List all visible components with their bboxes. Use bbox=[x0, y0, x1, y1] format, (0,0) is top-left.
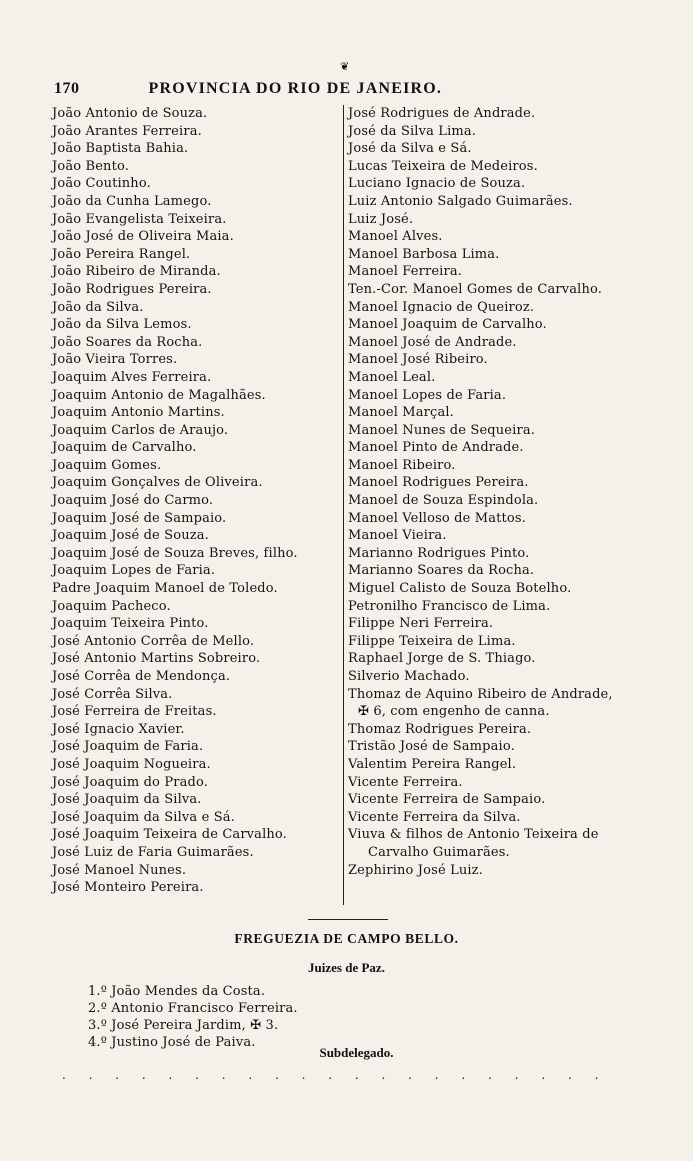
list-item: João Antonio de Souza. bbox=[52, 106, 208, 121]
list-item: José Ferreira de Freitas. bbox=[52, 704, 217, 720]
list-item: Vicente Ferreira. bbox=[348, 774, 463, 790]
list-item: José Rodrigues de Andrade. bbox=[348, 106, 536, 121]
list-item: Ten.-Cor. Manoel Gomes de Carvalho. bbox=[348, 281, 603, 297]
list-item: Manoel José Ribeiro. bbox=[348, 352, 488, 368]
list-item: Joaquim José de Souza Breves, filho. bbox=[52, 545, 298, 561]
list-item: João Ribeiro de Miranda. bbox=[52, 264, 221, 280]
list-item: José Manoel Nunes. bbox=[52, 862, 187, 878]
list-item: Joaquim Antonio de Magalhães. bbox=[52, 387, 266, 403]
list-item: João Baptista Bahia. bbox=[52, 141, 189, 157]
list-item: Manoel Ribeiro. bbox=[348, 457, 456, 473]
list-item: Joaquim Gonçalves de Oliveira. bbox=[52, 475, 263, 491]
list-item: João Vieira Torres. bbox=[52, 352, 178, 368]
list-item: Silverio Machado. bbox=[348, 669, 470, 684]
list-item: Manoel Ignacio de Queiroz. bbox=[348, 299, 535, 315]
list-item: Joaquim Antonio Martins. bbox=[52, 405, 225, 421]
list-item: 2.º Antonio Francisco Ferreira. bbox=[88, 1001, 298, 1016]
list-item: Manoel Barbosa Lima. bbox=[348, 246, 500, 262]
list-item: José Antonio Martins Sobreiro. bbox=[52, 651, 261, 667]
list-item: João da Silva Lemos. bbox=[52, 317, 192, 333]
list-item: Manoel Velloso de Mattos. bbox=[348, 510, 526, 526]
list-item: Tristão José de Sampaio. bbox=[348, 739, 515, 755]
list-item: Joaquim Alves Ferreira. bbox=[52, 369, 212, 385]
list-item: José da Silva Lima. bbox=[348, 123, 477, 139]
left-name-column bbox=[52, 105, 334, 897]
list-item: João Pereira Rangel. bbox=[52, 246, 191, 262]
list-item: João Coutinho. bbox=[52, 176, 151, 192]
list-item: Raphael Jorge de S. Thiago. bbox=[348, 651, 536, 667]
list-item: Joaquim José de Souza. bbox=[52, 528, 209, 544]
list-item: José Monteiro Pereira. bbox=[52, 880, 204, 896]
list-item: Vicente Ferreira de Sampaio. bbox=[348, 792, 546, 808]
list-item: Filippe Neri Ferreira. bbox=[348, 616, 494, 632]
list-item: Joaquim Lopes de Faria. bbox=[52, 563, 216, 579]
list-item: Luiz José. bbox=[348, 211, 414, 227]
list-item: João Soares da Rocha. bbox=[52, 334, 203, 350]
subdelegado-heading: Subdelegado. bbox=[319, 1045, 394, 1060]
list-item: José Luiz de Faria Guimarães. bbox=[52, 844, 254, 860]
list-item: Zephirino José Luiz. bbox=[348, 862, 483, 878]
list-item: João José de Oliveira Maia. bbox=[52, 229, 234, 245]
list-item: José Joaquim do Prado. bbox=[52, 774, 208, 790]
list-item: Luiz Antonio Salgado Guimarães. bbox=[348, 193, 573, 209]
page-header bbox=[54, 80, 524, 98]
list-item: 3.º José Pereira Jardim, ✠ 3. bbox=[88, 1018, 279, 1033]
list-item: Manoel Nunes de Sequeira. bbox=[348, 422, 536, 438]
list-item: João Rodrigues Pereira. bbox=[52, 281, 212, 297]
list-item: Joaquim Pacheco. bbox=[52, 598, 171, 614]
list-item: Manoel de Souza Espindola. bbox=[348, 493, 539, 509]
list-item: Joaquim José de Sampaio. bbox=[52, 510, 227, 526]
list-item: José Joaquim Teixeira de Carvalho. bbox=[52, 827, 287, 843]
list-item: Thomaz de Aquino Ribeiro de Andrade, bbox=[348, 686, 613, 702]
list-item: José Joaquim Nogueira. bbox=[52, 756, 211, 772]
list-item: 1.º João Mendes da Costa. bbox=[88, 984, 266, 999]
list-item: Viuva & filhos de Antonio Teixeira de bbox=[348, 827, 599, 843]
list-item: João Evangelista Teixeira. bbox=[52, 211, 227, 227]
list-item: Manoel Rodrigues Pereira. bbox=[348, 475, 529, 491]
dotted-leader: . . . . . . . . . . . . . . . . . . . . . bbox=[62, 1068, 608, 1082]
list-item: José Ignacio Xavier. bbox=[52, 721, 185, 737]
running-title: PROVINCIA DO RIO DE JANEIRO. bbox=[148, 80, 443, 97]
list-item: Joaquim Carlos de Araujo. bbox=[52, 422, 229, 438]
list-item: Manoel Joaquim de Carvalho. bbox=[348, 317, 547, 333]
juizes-list bbox=[88, 983, 298, 1051]
list-item: Miguel Calisto de Souza Botelho. bbox=[348, 581, 572, 597]
list-item: Joaquim Gomes. bbox=[52, 457, 162, 473]
list-item: Valentim Pereira Rangel. bbox=[348, 756, 517, 772]
juizes-heading: Juizes de Paz. bbox=[308, 960, 385, 975]
list-item: Joaquim Teixeira Pinto. bbox=[52, 616, 209, 632]
list-item: Joaquim José do Carmo. bbox=[52, 493, 214, 509]
list-item: Manoel Vieira. bbox=[348, 528, 447, 544]
list-item: Manoel Pinto de Andrade. bbox=[348, 440, 524, 456]
list-item: João da Silva. bbox=[52, 299, 144, 315]
list-item: José Joaquim da Silva. bbox=[52, 792, 202, 808]
list-item-continuation: ✠ 6, com engenho de canna. bbox=[358, 704, 550, 720]
list-item: Petronilho Francisco de Lima. bbox=[348, 598, 551, 614]
list-item: José Corrêa de Mendonça. bbox=[52, 669, 231, 684]
list-item: Manoel Marçal. bbox=[348, 405, 454, 421]
list-item: Luciano Ignacio de Souza. bbox=[348, 176, 526, 192]
section-title: FREGUEZIA DE CAMPO BELLO. bbox=[234, 931, 459, 946]
list-item-continuation: Carvalho Guimarães. bbox=[368, 844, 510, 860]
list-item: 4.º Justino José de Paiva. bbox=[88, 1035, 256, 1050]
page-number: 170 bbox=[54, 80, 80, 97]
list-item: Joaquim de Carvalho. bbox=[52, 440, 197, 456]
list-item: Padre Joaquim Manoel de Toledo. bbox=[52, 581, 278, 597]
list-item: João Bento. bbox=[52, 158, 129, 174]
list-item: Marianno Soares da Rocha. bbox=[348, 563, 535, 579]
section-divider bbox=[308, 919, 388, 920]
list-item: José Joaquim da Silva e Sá. bbox=[52, 809, 235, 825]
list-item: Manoel José de Andrade. bbox=[348, 334, 517, 350]
list-item: Manoel Leal. bbox=[348, 369, 436, 385]
list-item: Lucas Teixeira de Medeiros. bbox=[348, 158, 538, 174]
list-item: Marianno Rodrigues Pinto. bbox=[348, 545, 530, 561]
list-item: Manoel Alves. bbox=[348, 229, 443, 245]
list-item: Vicente Ferreira da Silva. bbox=[348, 809, 521, 825]
list-item: Filippe Teixeira de Lima. bbox=[348, 633, 516, 649]
list-item: João da Cunha Lamego. bbox=[52, 193, 212, 209]
list-item: José Joaquim de Faria. bbox=[52, 739, 204, 755]
list-item: José Antonio Corrêa de Mello. bbox=[52, 633, 255, 649]
list-item: Thomaz Rodrigues Pereira. bbox=[348, 721, 532, 737]
list-item: João Arantes Ferreira. bbox=[52, 123, 202, 139]
printer-mark: ❦ bbox=[340, 60, 350, 73]
list-item: José da Silva e Sá. bbox=[348, 141, 472, 157]
list-item: Manoel Ferreira. bbox=[348, 264, 463, 280]
right-name-column bbox=[343, 105, 678, 905]
list-item: Manoel Lopes de Faria. bbox=[348, 387, 507, 403]
list-item: José Corrêa Silva. bbox=[52, 686, 173, 702]
